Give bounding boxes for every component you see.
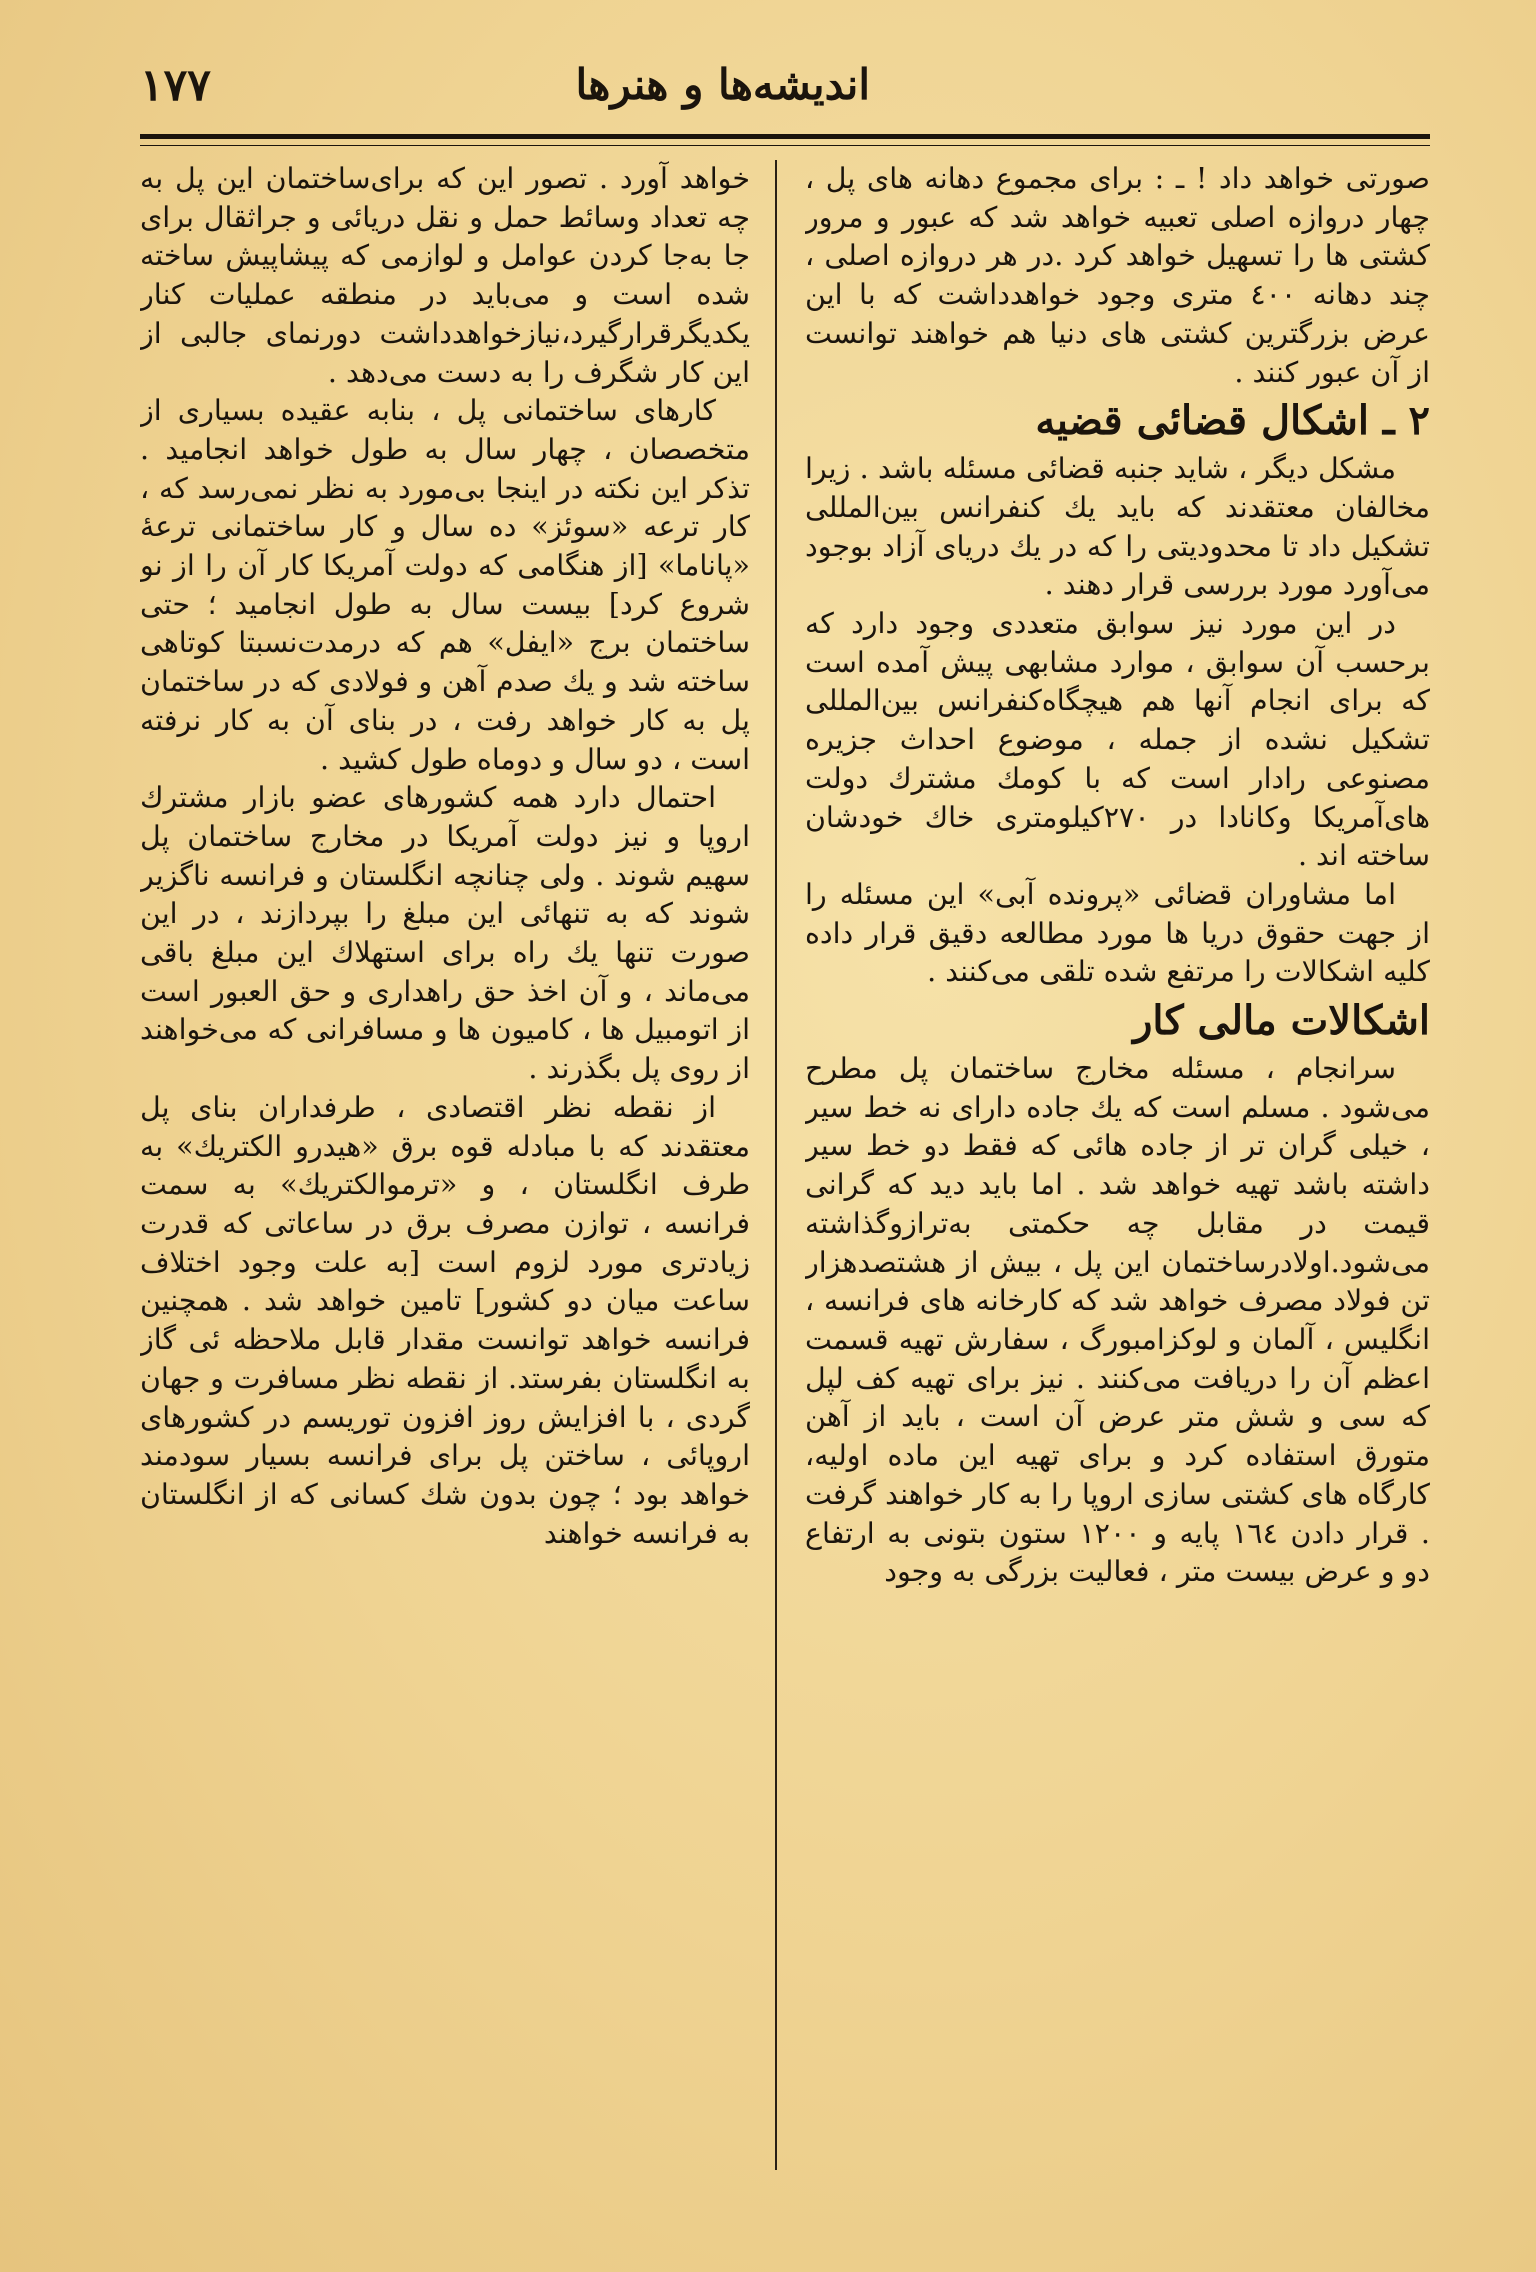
section-heading-financial: اشکالات مالی کار bbox=[1133, 997, 1430, 1045]
page-header bbox=[140, 60, 1430, 120]
header-rule-thick bbox=[140, 134, 1430, 139]
paragraph: صورتی خواهد داد ! ـ : برای مجموع دهانه های پل ، چهار دروازه اصلی تعبیه خواهد شد که عبور و مرور کشتی ها را تسهیل خواهد کرد .در هر دروازه اصلی ، چند دهانه ٤۰۰ متری وجود خواهدداشت که با این عرض بزرگترین کشتی های دنیا هم خواهند توانست از آن عبور کنند . bbox=[805, 162, 1430, 389]
column-divider bbox=[775, 160, 777, 2170]
left-column bbox=[140, 160, 750, 2210]
paragraph: اما مشاوران قضائی «پرونده آبی» این مسئله را از جهت حقوق دریا ها مورد مطالعه دقیق قرار داده کلیه اشکالات را مرتفع شده تلقی می‌کنند . bbox=[805, 877, 1430, 989]
paragraph: احتمال دارد همه کشورهای عضو بازار مشترك اروپا و نیز دولت آمریکا در مخارج ساختمان پل سهیم شوند . ولی چنانچه انگلستان و فرانسه ناگزیر شوند که به تنهائی این مبلغ را بپردازند ، در این صورت تنها یك راه برای استهلاك این مبلغ باقی می‌ماند ، و آن اخذ حق راهداری و حق العبور است از اتومبیل ها ، کامیون ها و مسافرانی که می‌خواهند از روی پل بگذرند . bbox=[140, 781, 750, 1086]
section-heading-legal: ۲ ـ اشکال قضائی قضیه bbox=[1035, 397, 1430, 445]
paragraph: در این مورد نیز سوابق متعددی وجود دارد که برحسب آن سوابق ، موارد مشابهی پیش آمده است که برای انجام آنها هم هیچگاه‌کنفرانس بین‌المللی تشکیل نشده از جمله ، موضوع احداث جزیره مصنوعی رادار است که با کومك مشترك دولت های‌آمریکا وکانادا در ۲۷۰کیلومتری خاك خودشان ساخته اند . bbox=[805, 607, 1430, 873]
paragraph: مشکل دیگر ، شاید جنبه قضائی مسئله باشد . زیرا مخالفان معتقدند که باید یك کنفرانس بین‌المللی تشکیل داد تا محدودیتی را که در یك دریای آزاد بوجود می‌آورد مورد بررسی قرار دهند . bbox=[805, 452, 1430, 602]
header-rule-thin bbox=[140, 145, 1430, 146]
paragraph: از نقطه نظر اقتصادی ، طرفداران بنای پل معتقدند که با مبادله قوه برق «هیدرو الکتریك» به طرف انگلستان ، و «ترموالکتریك» به سمت فرانسه ، توازن مصرف برق در ساعاتی که قدرت زیادتری مورد لزوم است [به علت وجود اختلاف ساعت میان دو کشور] تامین خواهد شد . همچنین فرانسه خواهد توانست مقدار قابل ملاحظه ئی گاز به انگلستان بفرستد. از نقطه نظر مسافرت و جهان گردی ، با افزایش روز افزون توریسم در کشورهای اروپائی ، ساختن پل برای فرانسه بسیار سودمند خواهد بود ؛ چون بدون شك کسانی که از انگلستان به فرانسه خواهند bbox=[140, 1090, 750, 1550]
right-column bbox=[805, 160, 1430, 2210]
paragraph: سرانجام ، مسئله مخارج ساختمان پل مطرح می‌شود . مسلم است که یك جاده دارای نه خط سیر ، خیلی گران تر از جاده هائی که فقط دو خط سیر داشته باشد تهیه خواهد شد . اما باید دید که گرانی قیمت در مقابل چه حکمتی به‌ترازوگذاشته می‌شود.اولادرساختمان این پل ، بیش از هشتصدهزار تن فولاد مصرف خواهد شد که کارخانه های فرانسه ، انگلیس ، آلمان و لوکزامبورگ ، سفارش تهیه قسمت اعظم آن را دریافت می‌کنند . نیز برای تهیه کف لپل که سی و شش متر عرض آن است ، باید از آهن متورق استفاده کرد و برای تهیه این ماده اولیه، کارگاه های کشتی سازی اروپا را به کار خواهند گرفت . قرار دادن ١٦٤ پایه و ۱۲۰۰ ستون بتونی به ارتفاع دو و عرض بیست متر ، فعالیت بزرگی به وجود bbox=[805, 1052, 1430, 1589]
paragraph: خواهد آورد . تصور این که برای‌ساختمان این پل به چه تعداد وسائط حمل و نقل دریائی و جراثقال برای جا به‌جا کردن عوامل و لوازمی که پیشاپیش ساخته شده است و می‌باید در منطقه عملیات کنار یکدیگرقرارگیرد،نیازخواهدداشت دورنمای جالبی از این کار شگرف را به دست می‌دهد . bbox=[140, 162, 750, 389]
running-title: اندیشه‌ها و هنرها bbox=[575, 60, 870, 109]
page-number: ۱۷۷ bbox=[140, 60, 211, 111]
paragraph: کارهای ساختمانی پل ، بنابه عقیده بسیاری از متخصصان ، چهار سال به طول خواهد انجامید . تذکر این نکته در اینجا بی‌مورد به نظر نمی‌رسد که ، کار ترعه «سوئز» ده سال و کار ساختمانی ترعهٔ «پاناما» [از هنگامی که دولت آمریکا کار آن را از نو شروع کرد] بیست سال به طول انجامید ؛ حتی ساختمان برج «ایفل» هم که درمدت‌نسبتا کوتاهی ساخته شد و یك صدم آهن و فولادی که در ساختمان پل به کار خواهد رفت ، در بنای آن به کار نرفته است ، دو سال و دوماه طول کشید . bbox=[140, 394, 750, 776]
